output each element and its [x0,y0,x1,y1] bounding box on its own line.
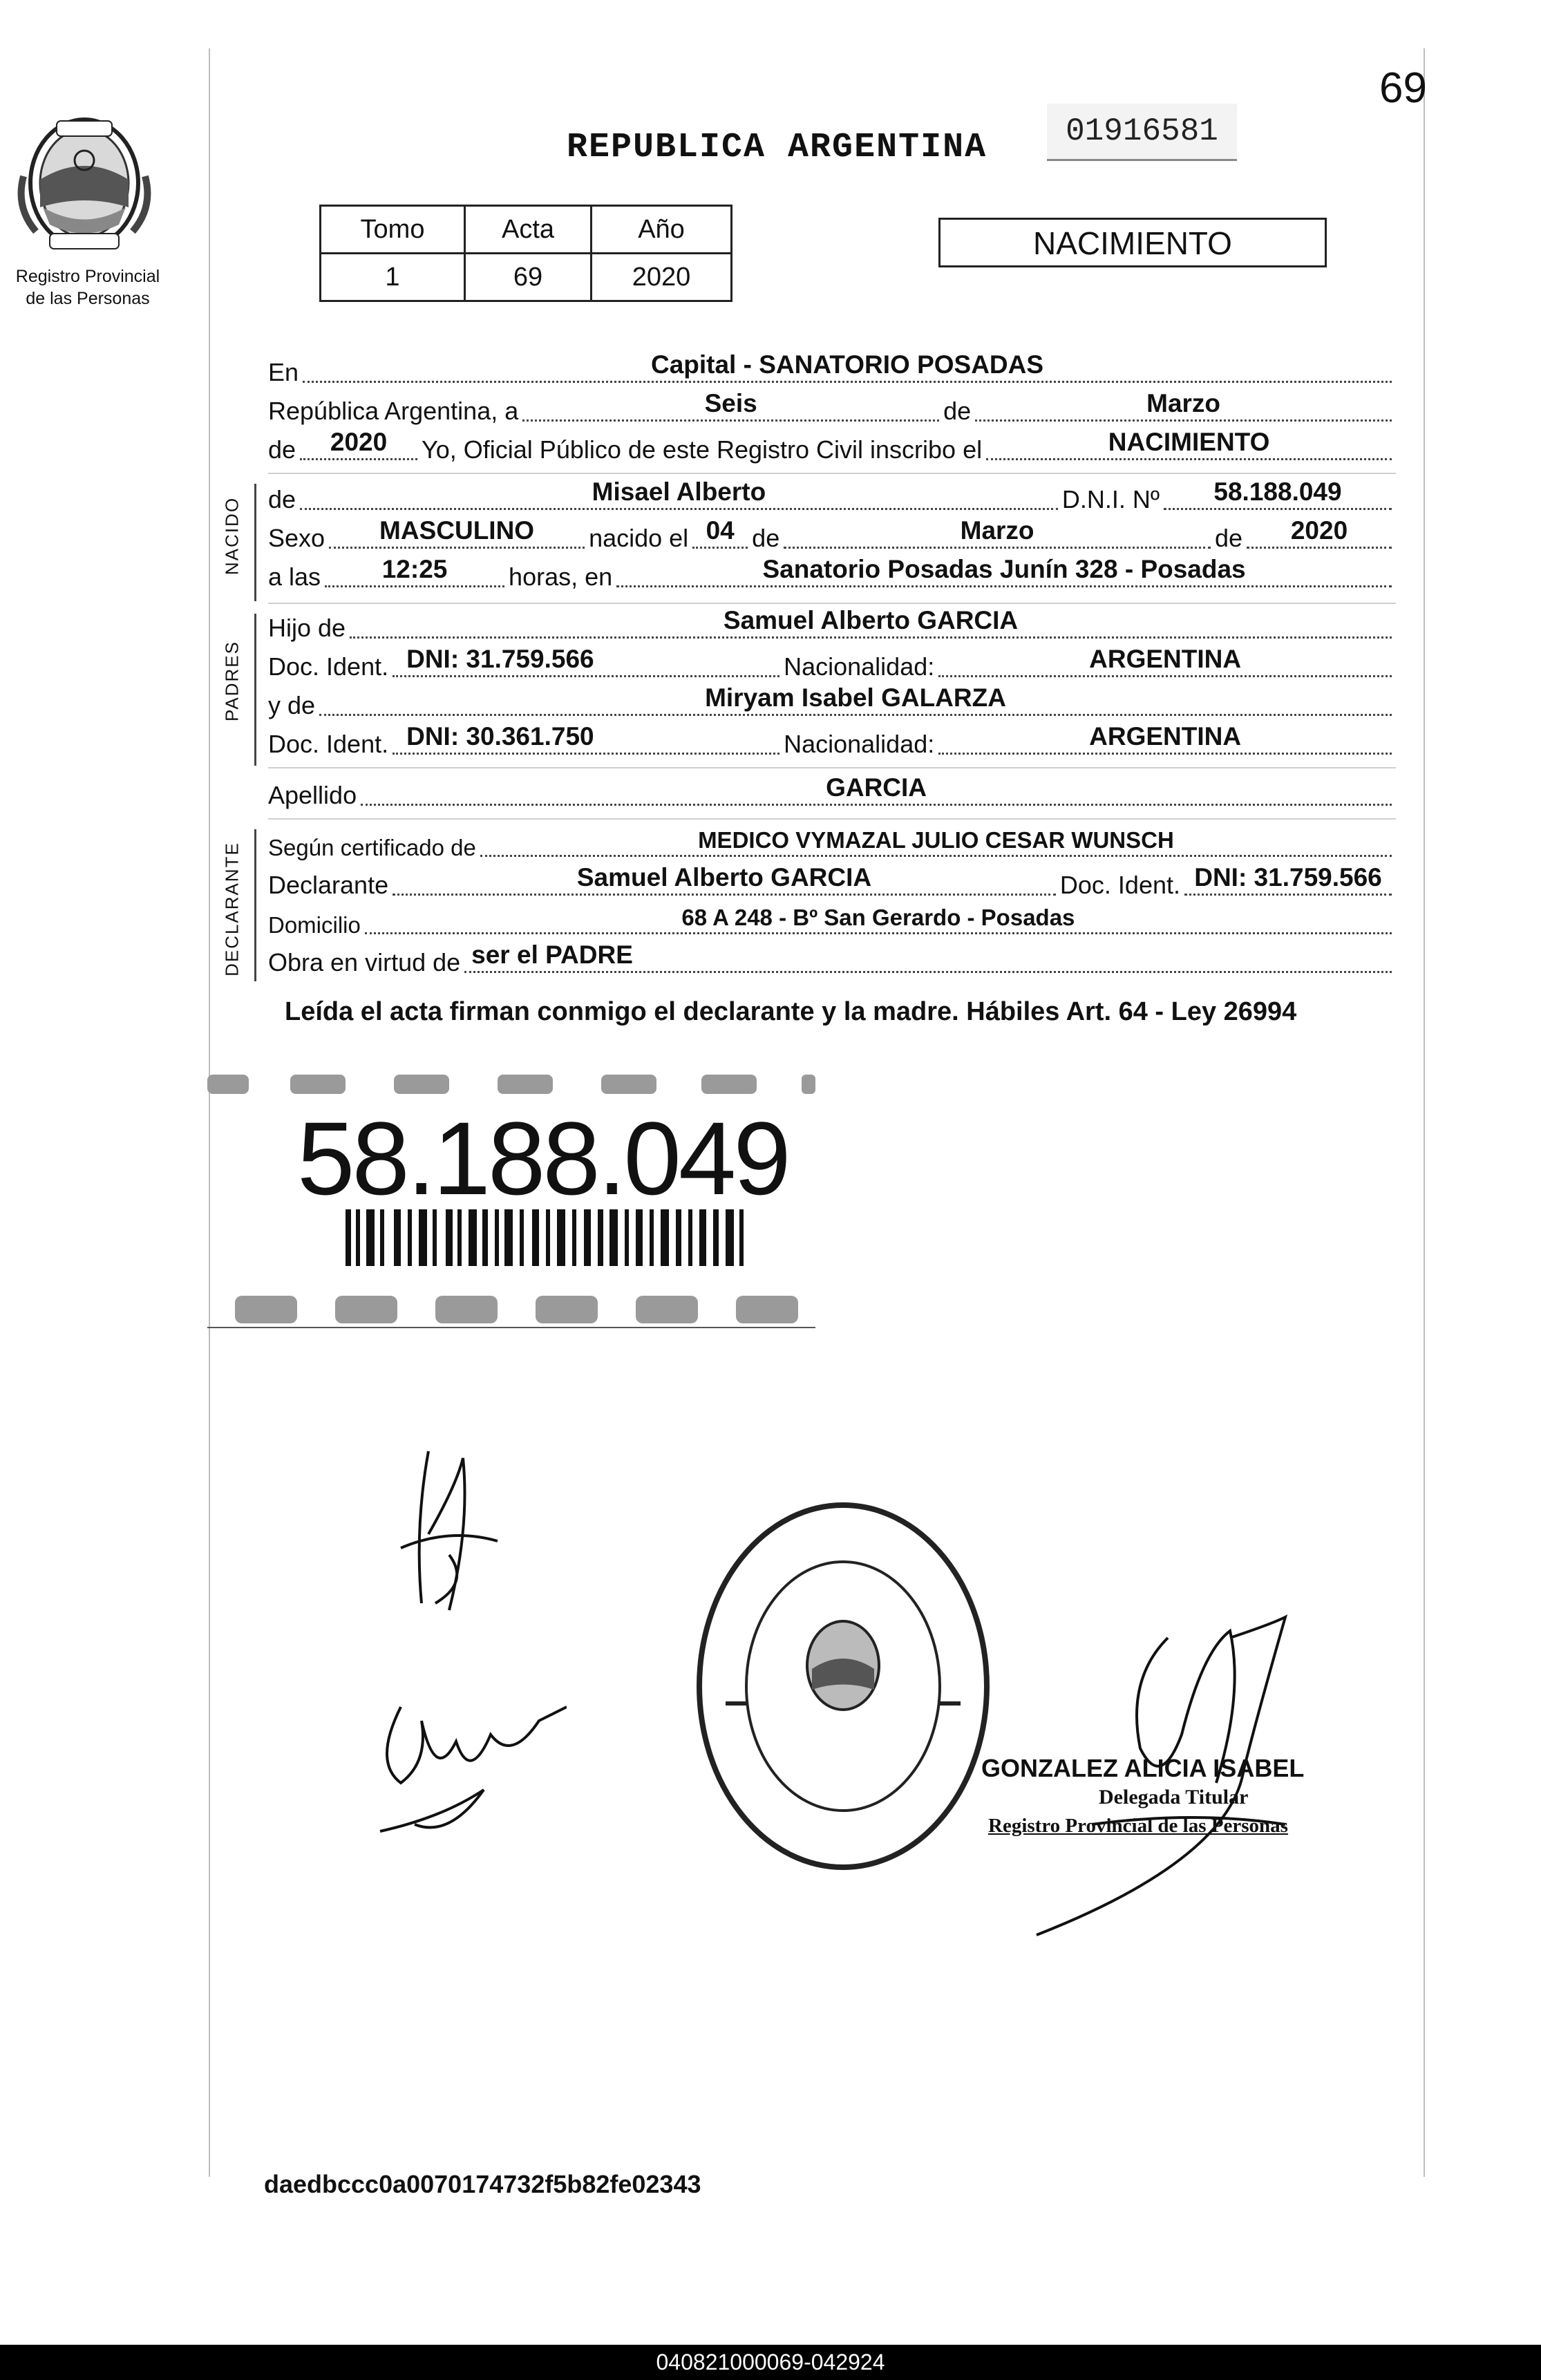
inscribo-value: NACIMIENTO [1108,428,1270,456]
acta-reference-table [319,205,732,302]
footer-code: 040821000069-042924 [0,2345,1541,2380]
madre-nac-label: Nacionalidad: [784,730,935,758]
padre-value: Samuel Alberto GARCIA [723,606,1019,634]
en-value: Capital - SANATORIO POSADAS [650,350,1044,379]
tomo-header: Tomo [321,206,465,254]
yde-label: y de [268,691,316,719]
apellido-value: GARCIA [826,773,927,802]
nacido-section-label: NACIDO [221,496,243,576]
nacido-anio: 2020 [1290,516,1348,545]
certificado-value: MEDICO VYMAZAL JULIO CESAR WUNSCH [698,827,1174,853]
dni-label: D.N.I. Nº [1061,485,1160,513]
row-sexo-fecha [268,518,1396,553]
row-hora-lugar [268,557,1396,592]
en-label: En [268,358,299,386]
sticker-dni-number: 58.188.049 [297,1100,788,1216]
padre-doc-label: Doc. Ident. [268,652,389,681]
separator-declarante [268,818,1396,820]
nombre-value: Misael Alberto [592,478,766,506]
row-lugar [268,352,1396,387]
hora-value: 12:25 [381,555,448,583]
serial-number-stamp: 01916581 [1047,104,1237,161]
document-hash: daedbccc0a0070174732f5b82fe02343 [264,2170,701,2198]
nacido-de-label: de [752,524,780,552]
row-padre-doc [268,647,1396,681]
official-name: GONZALEZ ALICIA ISABEL [981,1754,1305,1782]
row-padre [268,608,1396,643]
domicilio-label: Domicilio [268,912,361,938]
de-label: de [943,397,972,425]
de2-label: de [268,435,296,464]
registry-label-line1: Registro Provincial [15,267,160,286]
nacido-mes: Marzo [960,516,1034,545]
domicilio-value: 68 A 248 - Bº San Gerardo - Posadas [681,905,1075,930]
separator-nacido [268,473,1396,474]
nombre-label: de [268,485,296,513]
madre-signature [359,1679,567,1845]
nacido-label: nacido el [589,524,689,552]
official-role: Delegada Titular [1099,1786,1249,1808]
lugar-value: Sanatorio Posadas Junín 328 - Posadas [762,555,1246,583]
row-nombre [268,480,1396,514]
row-apellido [268,775,1396,810]
separator-padres [268,603,1396,604]
tomo-value: 1 [321,254,465,301]
row-declarante [268,865,1396,900]
nacido-section-bar [254,484,256,601]
page-number: 69 [1379,64,1427,112]
certificado-label: Según certificado de [268,835,476,860]
acta-table-value-row [321,254,732,301]
madre-value: Miryam Isabel GALARZA [705,683,1006,712]
madre-doc-value: DNI: 30.361.750 [406,722,594,750]
document-title: REPUBLICA ARGENTINA [567,128,987,167]
anio-header: Año [592,206,732,254]
registry-label-line2: de las Personas [26,289,150,308]
declarante-section-label: DECLARANTE [221,842,243,976]
row-obra [268,943,1396,977]
yo-label: Yo, Oficial Público de este Registro Civil inscribo el [422,435,983,464]
sexo-value: MASCULINO [379,516,535,545]
row-inscripcion [268,430,1396,464]
row-madre [268,683,1396,720]
separator-apellido [268,767,1396,768]
row-certificado [268,827,1396,861]
acta-header: Acta [465,206,592,254]
padres-section-bar [254,614,256,766]
republica-label: República Argentina, a [268,397,519,425]
declarante-section-bar [254,829,256,981]
horas-en-label: horas, en [509,563,613,591]
official-office: Registro Provincial de las Personas [988,1815,1288,1837]
padre-nac-value: ARGENTINA [1089,645,1242,673]
registry-label [3,265,173,310]
hijo-label: Hijo de [268,614,346,642]
closing-statement: Leída el acta firman conmigo el declarante y la madre. Hábiles Art. 64 - Ley 26994 [285,997,1297,1026]
nacido-de2-label: de [1214,524,1242,552]
provincial-coat-of-arms-logo [15,111,153,256]
dni-value: 58.188.049 [1213,478,1342,506]
document-type-box: NACIMIENTO [938,218,1327,267]
padre-nac-label: Nacionalidad: [784,652,935,681]
apellido-label: Apellido [268,781,357,809]
anio-value-field: 2020 [330,428,388,456]
mes-value: Marzo [1146,389,1221,417]
acta-table-header-row [321,206,732,254]
madre-doc-label: Doc. Ident. [268,730,389,758]
obra-value: ser el PADRE [471,941,633,969]
declarante-doc-value: DNI: 31.759.566 [1194,863,1382,891]
hora-label: a las [268,563,321,591]
dia-value: Seis [704,389,757,417]
row-domicilio [268,904,1396,938]
padres-section-label: PADRES [221,641,243,721]
declarante-value: Samuel Alberto GARCIA [576,863,872,891]
obra-label: Obra en virtud de [268,948,461,976]
registry-seal [691,1496,995,1876]
declarante-label: Declarante [268,871,389,899]
nacido-dia: 04 [706,516,735,545]
declarante-signature [387,1444,511,1617]
right-margin-line [1424,48,1425,2177]
padre-doc-value: DNI: 31.759.566 [406,645,594,673]
row-fecha [268,391,1396,426]
row-madre-doc [268,724,1396,759]
sexo-label: Sexo [268,524,325,552]
anio-value: 2020 [592,254,732,301]
acta-value: 69 [465,254,592,301]
madre-nac-value: ARGENTINA [1089,722,1242,750]
declarante-doc-label: Doc. Ident. [1059,871,1180,899]
